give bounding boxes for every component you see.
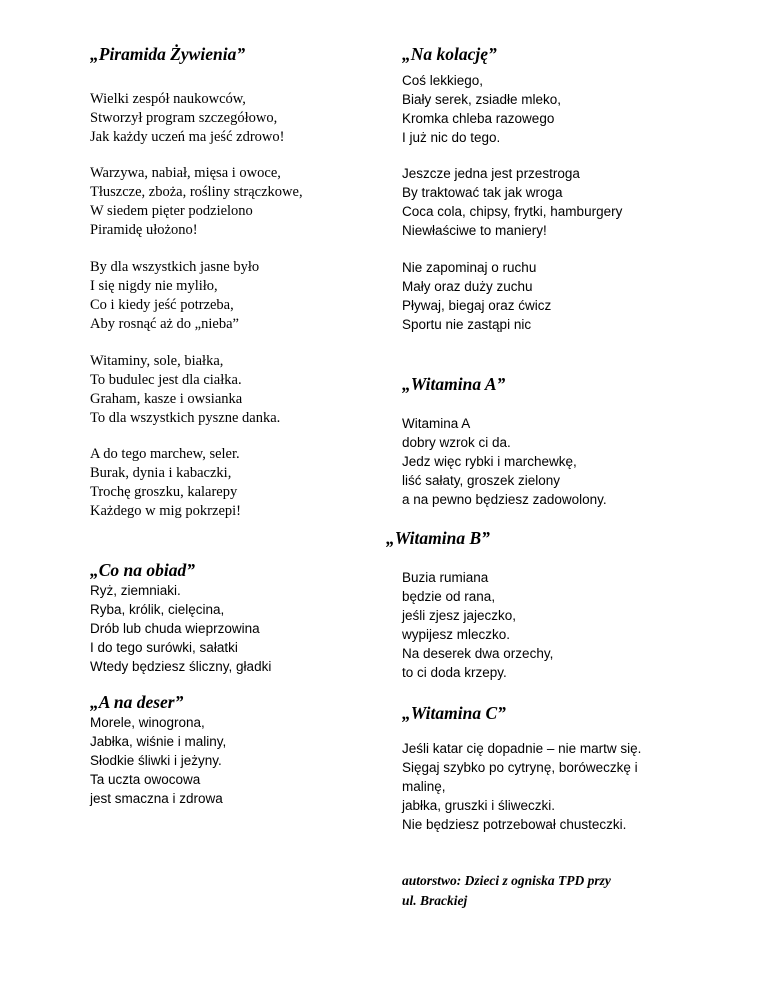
poem-line: Jabłka, wiśnie i maliny,: [90, 734, 227, 749]
poem-line: W siedem pięter podzielono: [90, 203, 253, 219]
poem-line: wypijesz mleczko.: [402, 627, 511, 642]
poem-line: Ryż, ziemniaki.: [90, 583, 181, 598]
poem-line: jest smaczna i zdrowa: [90, 791, 223, 806]
poem-line: By traktować tak jak wroga: [402, 185, 563, 200]
credit-line: autorstwo: Dzieci z ogniska TPD przy: [402, 873, 611, 888]
poem-line: I się nigdy nie myliło,: [90, 278, 218, 294]
poem-line: By dla wszystkich jasne było: [90, 259, 260, 275]
poem-line: Biały serek, zsiadłe mleko,: [402, 92, 562, 107]
piramida-stanza-4: [90, 352, 280, 428]
kolacja-stanza-1: [402, 71, 561, 147]
poem-line: Ta uczta owocowa: [90, 772, 201, 787]
poem-line: Sięgaj szybko po cytrynę, boróweczkę i: [402, 760, 638, 775]
poem-line: Piramidę ułożono!: [90, 222, 198, 238]
poem-line: Buzia rumiana: [402, 570, 489, 585]
poem-line: to ci doda krzepy.: [402, 665, 507, 680]
poem-line: To dla wszystkich pyszne danka.: [90, 410, 281, 426]
deser-stanza: [90, 713, 226, 808]
piramida-stanza-3: [90, 258, 259, 334]
poem-line: Ryba, królik, cielęcina,: [90, 602, 225, 617]
poem-line: Burak, dynia i kabaczki,: [90, 465, 232, 481]
poem-line: Każdego w mig pokrzepi!: [90, 503, 241, 519]
kolacja-stanza-3: [402, 258, 551, 334]
poem-line: Sportu nie zastąpi nic: [402, 317, 532, 332]
poem-line: dobry wzrok ci da.: [402, 435, 511, 450]
poem-line: Trochę groszku, kalarepy: [90, 484, 238, 500]
poem-line: Coca cola, chipsy, frytki, hamburgery: [402, 204, 623, 219]
poem-line: Mały oraz duży zuchu: [402, 279, 533, 294]
poem-line: Nie będziesz potrzebował chusteczki.: [402, 817, 627, 832]
witamina-b-stanza: [402, 568, 553, 682]
poem-title-witamina-a: „Witamina A”: [402, 374, 506, 394]
poem-line: Niewłaściwe to maniery!: [402, 223, 547, 238]
poem-line: a na pewno będziesz zadowolony.: [402, 492, 607, 507]
poem-line: Witaminy, sole, białka,: [90, 353, 224, 369]
poem-line: Warzywa, nabiał, mięsa i owoce,: [90, 165, 281, 181]
author-credit: [402, 871, 611, 911]
poem-line: jabłka, gruszki i śliweczki.: [402, 798, 556, 813]
poem-line: I już nic do tego.: [402, 130, 501, 145]
piramida-stanza-2: [90, 164, 303, 240]
credit-line: ul. Brackiej: [402, 893, 468, 908]
poem-line: I do tego surówki, sałatki: [90, 640, 238, 655]
poem-line: jeśli zjesz jajeczko,: [402, 608, 517, 623]
poem-line: Jeśli katar cię dopadnie – nie martw się.: [402, 741, 642, 756]
poem-title-obiad: „Co na obiad”: [90, 560, 196, 580]
poem-line: Graham, kasze i owsianka: [90, 391, 243, 407]
poem-line: Wielki zespół naukowców,: [90, 91, 246, 107]
poem-line: Drób lub chuda wieprzowina: [90, 621, 260, 636]
poem-line: Słodkie śliwki i jeżyny.: [90, 753, 222, 768]
poem-line: To budulec jest dla ciałka.: [90, 372, 242, 388]
poem-line: Stworzył program szczegółowo,: [90, 110, 278, 126]
poem-title-kolacja: „Na kolację”: [402, 44, 497, 64]
poem-line: Witamina A: [402, 416, 471, 431]
kolacja-stanza-2: [402, 164, 622, 240]
poem-line: Pływaj, biegaj oraz ćwicz: [402, 298, 552, 313]
poem-line: Jak każdy uczeń ma jeść zdrowo!: [90, 129, 285, 145]
poem-line: Co i kiedy jeść potrzeba,: [90, 297, 234, 313]
poem-line: Jeszcze jedna jest przestroga: [402, 166, 580, 181]
poem-title-deser: „A na deser”: [90, 692, 184, 712]
poem-line: A do tego marchew, seler.: [90, 446, 240, 462]
witamina-c-stanza: [402, 739, 641, 834]
poem-title-witamina-b: „Witamina B”: [386, 528, 490, 548]
poem-line: Kromka chleba razowego: [402, 111, 555, 126]
poem-line: Na deserek dwa orzechy,: [402, 646, 554, 661]
poem-title-witamina-c: „Witamina C”: [402, 703, 506, 723]
poem-title-piramida: „Piramida Żywienia”: [90, 44, 246, 64]
poem-line: Wtedy będziesz śliczny, gładki: [90, 659, 272, 674]
poem-line: Aby rosnąć aż do „nieba”: [90, 316, 239, 332]
poem-line: Coś lekkiego,: [402, 73, 484, 88]
obiad-stanza: [90, 581, 271, 676]
poem-line: malinę,: [402, 779, 446, 794]
poem-line: Jedz więc rybki i marchewkę,: [402, 454, 577, 469]
piramida-stanza-1: [90, 90, 284, 147]
poem-line: Nie zapominaj o ruchu: [402, 260, 537, 275]
poem-line: Tłuszcze, zboża, rośliny strączkowe,: [90, 184, 303, 200]
piramida-stanza-5: [90, 445, 241, 521]
poem-line: będzie od rana,: [402, 589, 496, 604]
witamina-a-stanza: [402, 414, 607, 509]
poem-line: Morele, winogrona,: [90, 715, 205, 730]
poem-line: liść sałaty, groszek zielony: [402, 473, 561, 488]
